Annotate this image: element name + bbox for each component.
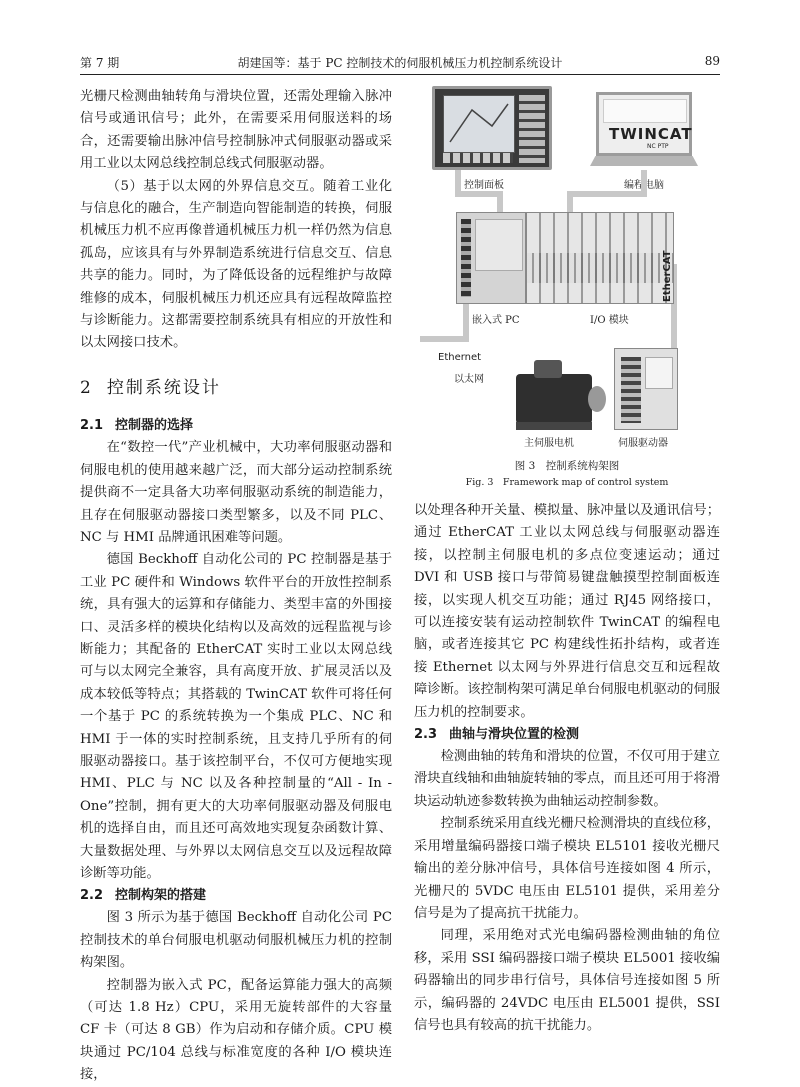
paragraph: 控制系统采用直线光栅尺检测滑块的直线位移，采用增量编码器接口端子模块 EL5101 接收光栅尺输出的差分脉冲信号，具体信号连接如图 4 所示，光栅尺的 5VDC 电压由 EL5101 提供，采用差分信号是为了提高抗干扰能力。: [414, 816, 720, 921]
running-header: [80, 54, 720, 70]
paragraph: 同理，采用绝对式光电编码器检测曲轴的角位移，采用 SSI 编码器接口端子模块 EL5001 接收编码器输出的同步串行信号，具体信号连接如图 5 所示，编码器的 24VDC 电压由 EL5001 提供，SSI 信号也具有较高的抗干扰能力。: [414, 928, 720, 1033]
twincat-logo: TWINCAT: [609, 125, 693, 143]
paragraph: （5）基于以太网的外界信息交互。随着工业化与信息化的融合，生产制造向智能制造的转换，伺服机械压力机不应再像普通机械压力机一样仍然为信息孤岛，应该具有与外界制造系统进行信息交互、信息共享的能力。同时，为了降低设备的远程维护与故障维修的成本，伺服机械压力机还应具有远程故障监控与诊断能力。这都需要控制系统具有相应的开放性和以太网接口技术。: [80, 178, 392, 351]
paragraph: 光栅尺检测曲轴转角与滑块位置，还需处理输入脉冲信号或通讯信号；此外，在需要采用伺服送料的场合，还需要输出脉冲信号控制脉冲式伺服驱动器或采用工业以太网总线控制总线式伺服驱动器。: [80, 89, 392, 172]
label-io-module: I/O 模块: [590, 315, 629, 326]
figure-3: [420, 84, 720, 474]
figure-caption-cn: 图 3 控制系统构架图: [514, 460, 620, 472]
left-column: [80, 86, 392, 1087]
figure-caption-en: Fig. 3 Framework map of control system: [465, 477, 669, 488]
subsection-title: 控制构架的搭建: [115, 888, 207, 904]
paragraph: 检测曲轴的转角和滑块的位置，不仅可用于建立滑块直线轴和曲轴旋转轴的零点，而且还可用于将滑块运动轨迹参数转换为曲轴运动控制参数。: [414, 749, 720, 809]
section-number: 2: [80, 377, 93, 398]
label-servo-driver: 伺服驱动器: [618, 438, 668, 449]
label-embedded-pc: 嵌入式 PC: [472, 315, 520, 326]
subsection-number: 2.3: [414, 727, 438, 743]
issue-number: 第 7 期: [80, 56, 120, 70]
section-heading: [80, 377, 392, 399]
running-title: 胡建国等：基于 PC 控制技术的伺服机械压力机控制系统设计: [237, 56, 563, 70]
subsection-title: 控制器的选择: [115, 418, 194, 434]
label-ethernet: Ethernet: [438, 352, 482, 363]
subsection-number: 2.1: [80, 418, 104, 434]
label-control-panel: 控制面板: [464, 180, 504, 191]
subsection-heading: [80, 885, 392, 907]
subsection-heading: [414, 724, 720, 746]
subsection-title: 曲轴与滑块位置的检测: [449, 727, 580, 743]
label-servo-motor: 主伺服电机: [524, 438, 574, 449]
io-module-image: [526, 212, 674, 304]
subsection-number: 2.2: [80, 888, 104, 904]
twincat-sub: NC PTP: [647, 143, 669, 150]
paragraph: 在“数控一代”产业机械中，大功率伺服驱动器和伺服电机的使用越来越广泛，而大部分运动控制系统提供商不一定具备大功率伺服驱动系统的制造能力，且存在伺服驱动器接口类型繁多，以及不同 PLC、NC 与 HMI 品牌通讯困难等问题。: [80, 440, 392, 545]
section-title: 控制系统设计: [106, 377, 221, 398]
page-number: 89: [704, 54, 720, 68]
right-column: [414, 500, 720, 1037]
label-ethernet-cn: 以太网: [454, 374, 484, 385]
paragraph: 控制器为嵌入式 PC，配备运算能力强大的高频（可达 1.8 Hz）CPU，采用无旋转部件的大容量 CF 卡（可达 8 GB）作为启动和存储介质。CPU 模块通过 PC/104 总线与标准宽度的各种 I/O 模块连接，: [80, 977, 392, 1083]
header-rule: [80, 74, 720, 75]
servo-motor-image: [516, 374, 592, 424]
subsection-heading: [80, 415, 392, 437]
label-ethercat: EtherCAT: [662, 250, 673, 302]
label-programming-pc: 编程电脑: [624, 180, 664, 191]
servo-driver-image: [614, 348, 678, 430]
paragraph: 以处理各种开关量、模拟量、脉冲量以及通讯信号；通过 EtherCAT 工业以太网总线与伺服驱动器连接，以控制主伺服电机的多点位变速运动；通过 DVI 和 USB 接口与带简易键盘触摸型控制面板连接，以实现人机交互功能；通过 RJ45 网络接口，可以连接安装有运动控制软件 TwinCAT 的编程电脑，或者连接其它 PC 构建线性拓扑结构，或者连接 Ethernet 以太网与外界进行信息交互和远程故障诊断。该控制构架可满足单台伺服电机驱动的伺服压力机的控制要求。: [414, 503, 720, 720]
paragraph: 图 3 所示为基于德国 Beckhoff 自动化公司 PC 控制技术的单台伺服电机驱动伺服机械压力机的控制构架图。: [80, 910, 392, 971]
embedded-pc-image: [456, 212, 526, 304]
paragraph: 德国 Beckhoff 自动化公司的 PC 控制器是基于工业 PC 硬件和 Windows 软件平台的开放性控制系统，具有强大的运算和存储能力、类型丰富的外围接口、灵活多样的模块化结构以及高效的远程监视与诊断能力；其配备的 EtherCAT 实时工业以太网总线可与以太网完全兼容，具有高度开放、扩展灵活以及成本较低等特点；其搭载的 TwinCAT 软件可将任何一个基于 PC 的系统转换为一个集成 PLC、NC 和 HMI 于一体的实时控制系统，且支持几乎所有的伺服驱动器接口。基于该控制平台，不仅可方便地实现 HMI、PLC 与 NC 以及各种控制量的“All - In - One”控制，拥有更大的大功率伺服驱动器及伺服电机的选择自由，而且还可高效地实现复杂函数计算、大量数据处理、与外界以太网信息交互以及远程故障诊断等功能。: [80, 552, 392, 881]
